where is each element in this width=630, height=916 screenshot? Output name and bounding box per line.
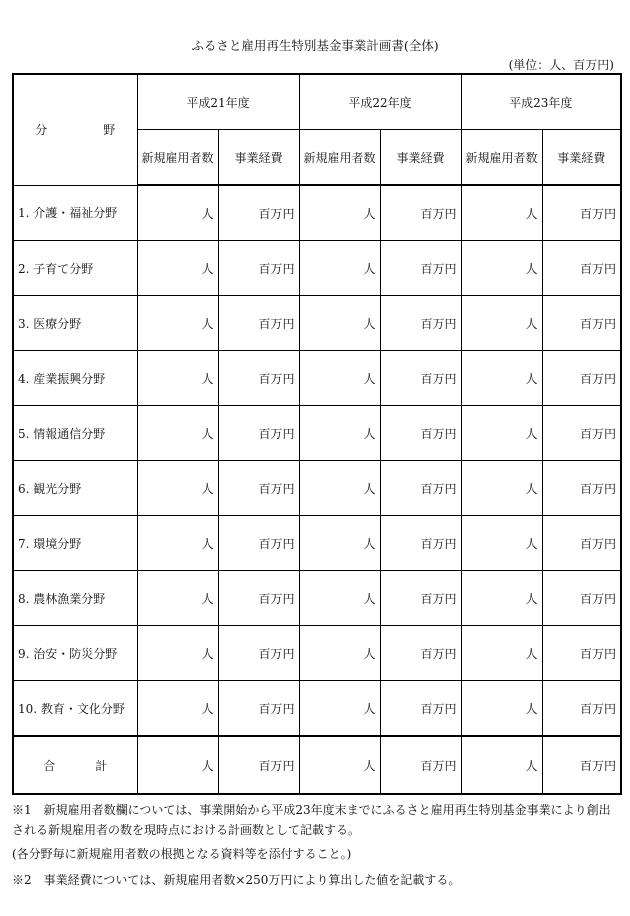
total-label xyxy=(13,736,137,794)
cost-cell[interactable]: 百万円 xyxy=(380,626,461,681)
field-name: 10. 教育・文化分野 xyxy=(13,681,137,737)
cost-cell[interactable]: 百万円 xyxy=(218,241,299,296)
cost-cell[interactable]: 百万円 xyxy=(380,351,461,406)
new-hires-cell[interactable]: 人 xyxy=(137,626,218,681)
cost-cell[interactable]: 百万円 xyxy=(380,241,461,296)
new-hires-cell[interactable]: 人 xyxy=(137,406,218,461)
cost-cell[interactable]: 百万円 xyxy=(218,461,299,516)
new-hires-cell[interactable]: 人 xyxy=(137,241,218,296)
sub-header-cost: 事業経費 xyxy=(218,130,299,186)
table-row xyxy=(13,626,621,681)
new-hires-cell[interactable]: 人 xyxy=(461,626,542,681)
cost-cell[interactable]: 百万円 xyxy=(542,571,621,626)
cost-cell[interactable]: 百万円 xyxy=(218,185,299,241)
note-1-attachment: (各分野毎に新規雇用者数の根拠となる資料等を添付すること。) xyxy=(12,847,352,861)
year-header-h23: 平成23年度 xyxy=(461,74,621,130)
new-hires-cell[interactable]: 人 xyxy=(299,571,380,626)
table-row xyxy=(13,241,621,296)
total-cost-cell[interactable]: 百万円 xyxy=(542,736,621,794)
field-header xyxy=(13,74,137,185)
sub-header-new-hires: 新規雇用者数 xyxy=(461,130,542,186)
sub-header-new-hires: 新規雇用者数 xyxy=(137,130,218,186)
table-row xyxy=(13,185,621,241)
sub-header-new-hires: 新規雇用者数 xyxy=(299,130,380,186)
total-new-hires-cell[interactable]: 人 xyxy=(299,736,380,794)
cost-cell[interactable]: 百万円 xyxy=(380,681,461,737)
new-hires-cell[interactable]: 人 xyxy=(461,571,542,626)
new-hires-cell[interactable]: 人 xyxy=(137,681,218,737)
cost-cell[interactable]: 百万円 xyxy=(380,571,461,626)
table-row xyxy=(13,516,621,571)
cost-cell[interactable]: 百万円 xyxy=(542,241,621,296)
table-row xyxy=(13,406,621,461)
cost-cell[interactable]: 百万円 xyxy=(380,185,461,241)
new-hires-cell[interactable]: 人 xyxy=(137,185,218,241)
document-title: ふるさと雇用再生特別基金事業計画書(全体) xyxy=(191,38,439,53)
year-header-h22: 平成22年度 xyxy=(299,74,461,130)
new-hires-cell[interactable]: 人 xyxy=(461,185,542,241)
note-2: ※2 事業経費については、新規雇用者数×250万円により算出した値を記載する。 xyxy=(12,873,461,887)
cost-cell[interactable]: 百万円 xyxy=(542,351,621,406)
note-1: ※1 新規雇用者数欄については、事業開始から平成23年度末までにふるさと雇用再生特別基金事業により創出される新規雇用者の数を現時点における計画数として記載する。 xyxy=(12,803,611,837)
total-cost-cell[interactable]: 百万円 xyxy=(380,736,461,794)
field-name: 7. 環境分野 xyxy=(13,516,137,571)
field-header-char-1: 分 xyxy=(35,123,48,138)
new-hires-cell[interactable]: 人 xyxy=(137,461,218,516)
new-hires-cell[interactable]: 人 xyxy=(461,351,542,406)
cost-cell[interactable]: 百万円 xyxy=(218,296,299,351)
new-hires-cell[interactable]: 人 xyxy=(137,516,218,571)
new-hires-cell[interactable]: 人 xyxy=(299,406,380,461)
sub-header-cost: 事業経費 xyxy=(380,130,461,186)
table-row xyxy=(13,296,621,351)
new-hires-cell[interactable]: 人 xyxy=(299,516,380,571)
field-name: 6. 観光分野 xyxy=(13,461,137,516)
field-name: 4. 産業振興分野 xyxy=(13,351,137,406)
new-hires-cell[interactable]: 人 xyxy=(299,296,380,351)
year-header-h21: 平成21年度 xyxy=(137,74,299,130)
cost-cell[interactable]: 百万円 xyxy=(542,516,621,571)
cost-cell[interactable]: 百万円 xyxy=(542,681,621,737)
new-hires-cell[interactable]: 人 xyxy=(137,351,218,406)
field-name: 8. 農林漁業分野 xyxy=(13,571,137,626)
cost-cell[interactable]: 百万円 xyxy=(218,516,299,571)
total-label-char-2: 計 xyxy=(95,758,108,773)
plan-table xyxy=(12,73,622,795)
field-name: 2. 子育て分野 xyxy=(13,241,137,296)
total-new-hires-cell[interactable]: 人 xyxy=(137,736,218,794)
new-hires-cell[interactable]: 人 xyxy=(461,461,542,516)
cost-cell[interactable]: 百万円 xyxy=(542,296,621,351)
unit-note: (単位：人、百万円) xyxy=(508,58,614,72)
cost-cell[interactable]: 百万円 xyxy=(380,406,461,461)
new-hires-cell[interactable]: 人 xyxy=(461,406,542,461)
cost-cell[interactable]: 百万円 xyxy=(218,571,299,626)
total-new-hires-cell[interactable]: 人 xyxy=(461,736,542,794)
new-hires-cell[interactable]: 人 xyxy=(299,241,380,296)
new-hires-cell[interactable]: 人 xyxy=(137,571,218,626)
table-row xyxy=(13,351,621,406)
sub-header-cost: 事業経費 xyxy=(542,130,621,186)
table-row xyxy=(13,461,621,516)
cost-cell[interactable]: 百万円 xyxy=(542,626,621,681)
cost-cell[interactable]: 百万円 xyxy=(380,461,461,516)
field-header-char-2: 野 xyxy=(103,123,116,138)
new-hires-cell[interactable]: 人 xyxy=(299,626,380,681)
cost-cell[interactable]: 百万円 xyxy=(542,461,621,516)
new-hires-cell[interactable]: 人 xyxy=(299,185,380,241)
new-hires-cell[interactable]: 人 xyxy=(461,241,542,296)
new-hires-cell[interactable]: 人 xyxy=(461,516,542,571)
cost-cell[interactable]: 百万円 xyxy=(218,681,299,737)
new-hires-cell[interactable]: 人 xyxy=(299,461,380,516)
cost-cell[interactable]: 百万円 xyxy=(542,406,621,461)
field-name: 3. 医療分野 xyxy=(13,296,137,351)
field-name: 9. 治安・防災分野 xyxy=(13,626,137,681)
new-hires-cell[interactable]: 人 xyxy=(299,681,380,737)
cost-cell[interactable]: 百万円 xyxy=(380,516,461,571)
new-hires-cell[interactable]: 人 xyxy=(299,351,380,406)
field-name: 1. 介護・福祉分野 xyxy=(13,185,137,241)
total-row xyxy=(13,736,621,794)
cost-cell[interactable]: 百万円 xyxy=(218,626,299,681)
new-hires-cell[interactable]: 人 xyxy=(137,296,218,351)
cost-cell[interactable]: 百万円 xyxy=(218,406,299,461)
field-name: 5. 情報通信分野 xyxy=(13,406,137,461)
new-hires-cell[interactable]: 人 xyxy=(461,681,542,737)
cost-cell[interactable]: 百万円 xyxy=(218,351,299,406)
new-hires-cell[interactable]: 人 xyxy=(461,296,542,351)
table-row xyxy=(13,681,621,737)
total-label-char-1: 合 xyxy=(43,758,56,773)
cost-cell[interactable]: 百万円 xyxy=(542,185,621,241)
total-cost-cell[interactable]: 百万円 xyxy=(218,736,299,794)
table-row xyxy=(13,571,621,626)
cost-cell[interactable]: 百万円 xyxy=(380,296,461,351)
